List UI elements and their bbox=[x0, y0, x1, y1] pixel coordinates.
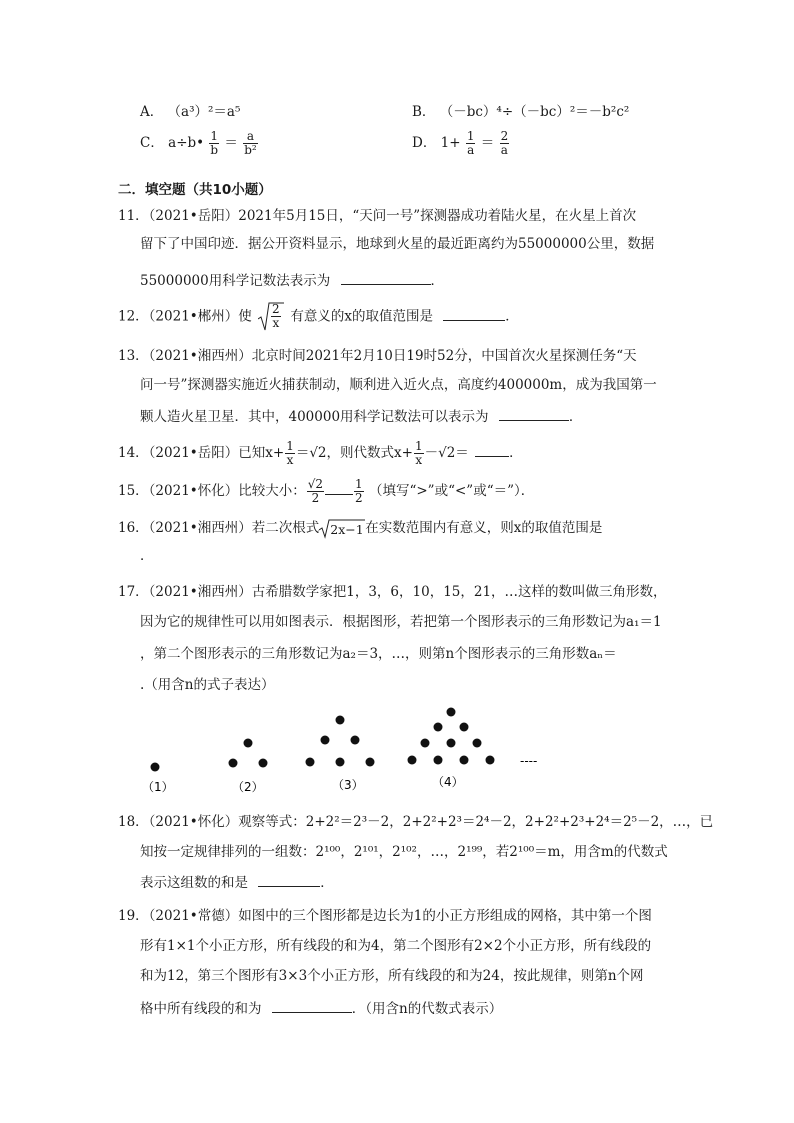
q11-end: ． bbox=[430, 273, 445, 289]
q18-line-1: 18．（2021•怀化）观察等式：2+2²＝2³－2，2+2²+2³＝2⁴－2，2+2²+2³+2⁴＝2⁵－2，…，已 bbox=[118, 814, 714, 830]
q15-answer-blank[interactable] bbox=[325, 480, 353, 495]
option-d bbox=[412, 130, 510, 157]
triangle-fig-2 bbox=[229, 739, 268, 768]
q13-end: ． bbox=[568, 409, 583, 425]
option-b-label: B． bbox=[412, 104, 436, 120]
q19-line-2: 形有1×1个小正方形，所有线段的和为4，第二个图形有2×2个小正方形，所有线段的 bbox=[140, 938, 652, 954]
option-d-equals: ＝ bbox=[480, 135, 495, 151]
q15-pre: 15．（2021•怀化）比较大小： bbox=[118, 483, 306, 499]
fig-label-1: （1） bbox=[142, 780, 174, 794]
q19-line-3: 和为12，第三个图形有3×3个小正方形，所有线段的和为24，按此规律，则第n个网 bbox=[140, 968, 644, 984]
q19-end: ．（用含n的代数式表示） bbox=[351, 1001, 503, 1017]
option-b-text: （－bc）⁴÷（－bc）²＝－b²c² bbox=[439, 104, 630, 120]
option-a bbox=[140, 102, 240, 122]
q17-line-4: .（用含n的式子表达） bbox=[140, 677, 275, 693]
option-d-fraction-2: $\frac{2}{a}$ bbox=[500, 129, 509, 157]
q14-fraction-2: $\frac{1}{x}$ bbox=[414, 439, 423, 467]
q11-line-3-text: 55000000用科学记数法表示为 bbox=[140, 273, 331, 289]
q12-end: ． bbox=[505, 308, 519, 325]
q14-mid: ＝√2，则代数式x+ bbox=[295, 445, 413, 461]
q14-answer-blank[interactable] bbox=[475, 442, 509, 457]
q13-line-3 bbox=[140, 406, 582, 427]
q14-pre: 14．（2021•岳阳）已知x+ bbox=[118, 445, 285, 461]
option-c-fraction-2: $\frac{a}{\text{b²}}$ bbox=[244, 129, 257, 157]
q17-line-2: 因为它的规律性可以用如图表示．根据图形，若把第一个图形表示的三角形数记为a₁＝1 bbox=[140, 614, 662, 630]
q18-line-3 bbox=[140, 872, 334, 893]
q19-answer-blank[interactable] bbox=[272, 998, 352, 1013]
q13-answer-blank[interactable] bbox=[499, 406, 569, 421]
q14-end: ． bbox=[509, 445, 523, 461]
fig-label-2: （2） bbox=[232, 780, 264, 794]
q12-post: 有意义的x的取值范围是 bbox=[290, 308, 433, 325]
option-c-label: C． bbox=[140, 135, 164, 151]
triangle-fig-3 bbox=[306, 716, 375, 767]
q17-line-1: 17．（2021•湘西州）古希腊数学家把1，3，6，10，15，21，…这样的数叫做三角形数， bbox=[118, 584, 667, 600]
option-b bbox=[412, 102, 629, 122]
fig-label-4: （4） bbox=[432, 775, 464, 789]
option-c-fraction-1: $\frac{1}{b}$ bbox=[210, 129, 219, 157]
q14-fraction-1: $\frac{1}{x}$ bbox=[286, 439, 294, 467]
q12-pre: 12．（2021•郴州）使 bbox=[118, 308, 252, 325]
option-c bbox=[140, 130, 259, 157]
q12-answer-blank[interactable] bbox=[443, 306, 505, 321]
q16-post: 在实数范围内有意义，则x的取值范围是 bbox=[365, 520, 603, 536]
q13-line-1: 13．（2021•湘西州）北京时间2021年2月10日19时52分，中国首次火星探测任务“天 bbox=[118, 348, 637, 364]
q16-line bbox=[118, 518, 602, 539]
option-c-pre: a÷b• bbox=[168, 135, 205, 151]
q18-line-3-text: 表示这组数的和是 bbox=[140, 875, 248, 891]
q11-line-2: 留下了中国印迹．据公开资料显示，地球到火星的最近距离约为55000000公里，数据 bbox=[140, 236, 655, 252]
q19-line-4-text: 格中所有线段的和为 bbox=[140, 1001, 262, 1017]
q15-line bbox=[118, 478, 534, 505]
q18-answer-blank[interactable] bbox=[258, 872, 320, 887]
triangle-fig-4 bbox=[408, 708, 495, 765]
q16-sqrt: 2x−1 bbox=[319, 519, 365, 539]
option-a-label: A． bbox=[140, 104, 164, 120]
q12-sqrt-fraction: $\frac{2}{x}$ bbox=[258, 302, 284, 332]
q16-end: ． bbox=[140, 548, 154, 564]
option-d-label: D． bbox=[412, 135, 437, 151]
q15-post: （填写“>”或“<”或“＝”）． bbox=[368, 483, 535, 499]
q13-line-2: 问一号”探测器实施近火捕获制动，顺利进入近火点，高度约400000m，成为我国第一 bbox=[140, 377, 657, 393]
option-a-text: （a³）²＝a⁵ bbox=[167, 104, 241, 120]
q17-line-3: ，第二个图形表示的三角形数记为a₂＝3，…，则第n个图形表示的三角形数aₙ＝ bbox=[140, 646, 617, 662]
q18-line-2: 知按一定规律排列的一组数：2¹⁰⁰，2¹⁰¹，2¹⁰²，…，2¹⁹⁹，若2¹⁰⁰＝m，用含m的代数式 bbox=[140, 844, 668, 860]
q14-post: －√2＝ bbox=[424, 445, 469, 461]
q19-line-4 bbox=[140, 998, 502, 1019]
q18-end: ． bbox=[320, 875, 334, 891]
option-d-fraction-1: $\frac{1}{a}$ bbox=[466, 129, 475, 157]
option-d-pre: 1+ bbox=[440, 135, 461, 151]
q15-fraction-1: $\frac{√2}{2}$ bbox=[307, 477, 324, 505]
q12-line bbox=[118, 302, 519, 332]
q16-pre: 16．（2021•湘西州）若二次根式 bbox=[118, 520, 320, 536]
q19-line-1: 19．（2021•常德）如图中的三个图形都是边长为1的小正方形组成的网格，其中第一个图 bbox=[118, 908, 652, 924]
q15-fraction-2: $\frac{1}{2}$ bbox=[355, 477, 363, 505]
q11-line-3 bbox=[140, 270, 444, 291]
option-c-equals: ＝ bbox=[224, 135, 238, 151]
fig-ellipsis: ---- bbox=[520, 754, 538, 768]
triangle-fig-1 bbox=[151, 763, 160, 772]
section-title: 二．填空题（共10小题） bbox=[118, 182, 272, 198]
fig-label-3: （3） bbox=[332, 778, 364, 792]
q11-answer-blank[interactable] bbox=[341, 270, 431, 285]
triangle-numbers-figure bbox=[140, 700, 560, 800]
q14-line bbox=[118, 440, 523, 467]
q13-line-3-text: 颗人造火星卫星．其中，400000用科学记数法可以表示为 bbox=[140, 409, 489, 425]
q11-line-1: 11．（2021•岳阳）2021年5月15日，“天问一号”探测器成功着陆火星，在火星上首次 bbox=[118, 208, 637, 224]
